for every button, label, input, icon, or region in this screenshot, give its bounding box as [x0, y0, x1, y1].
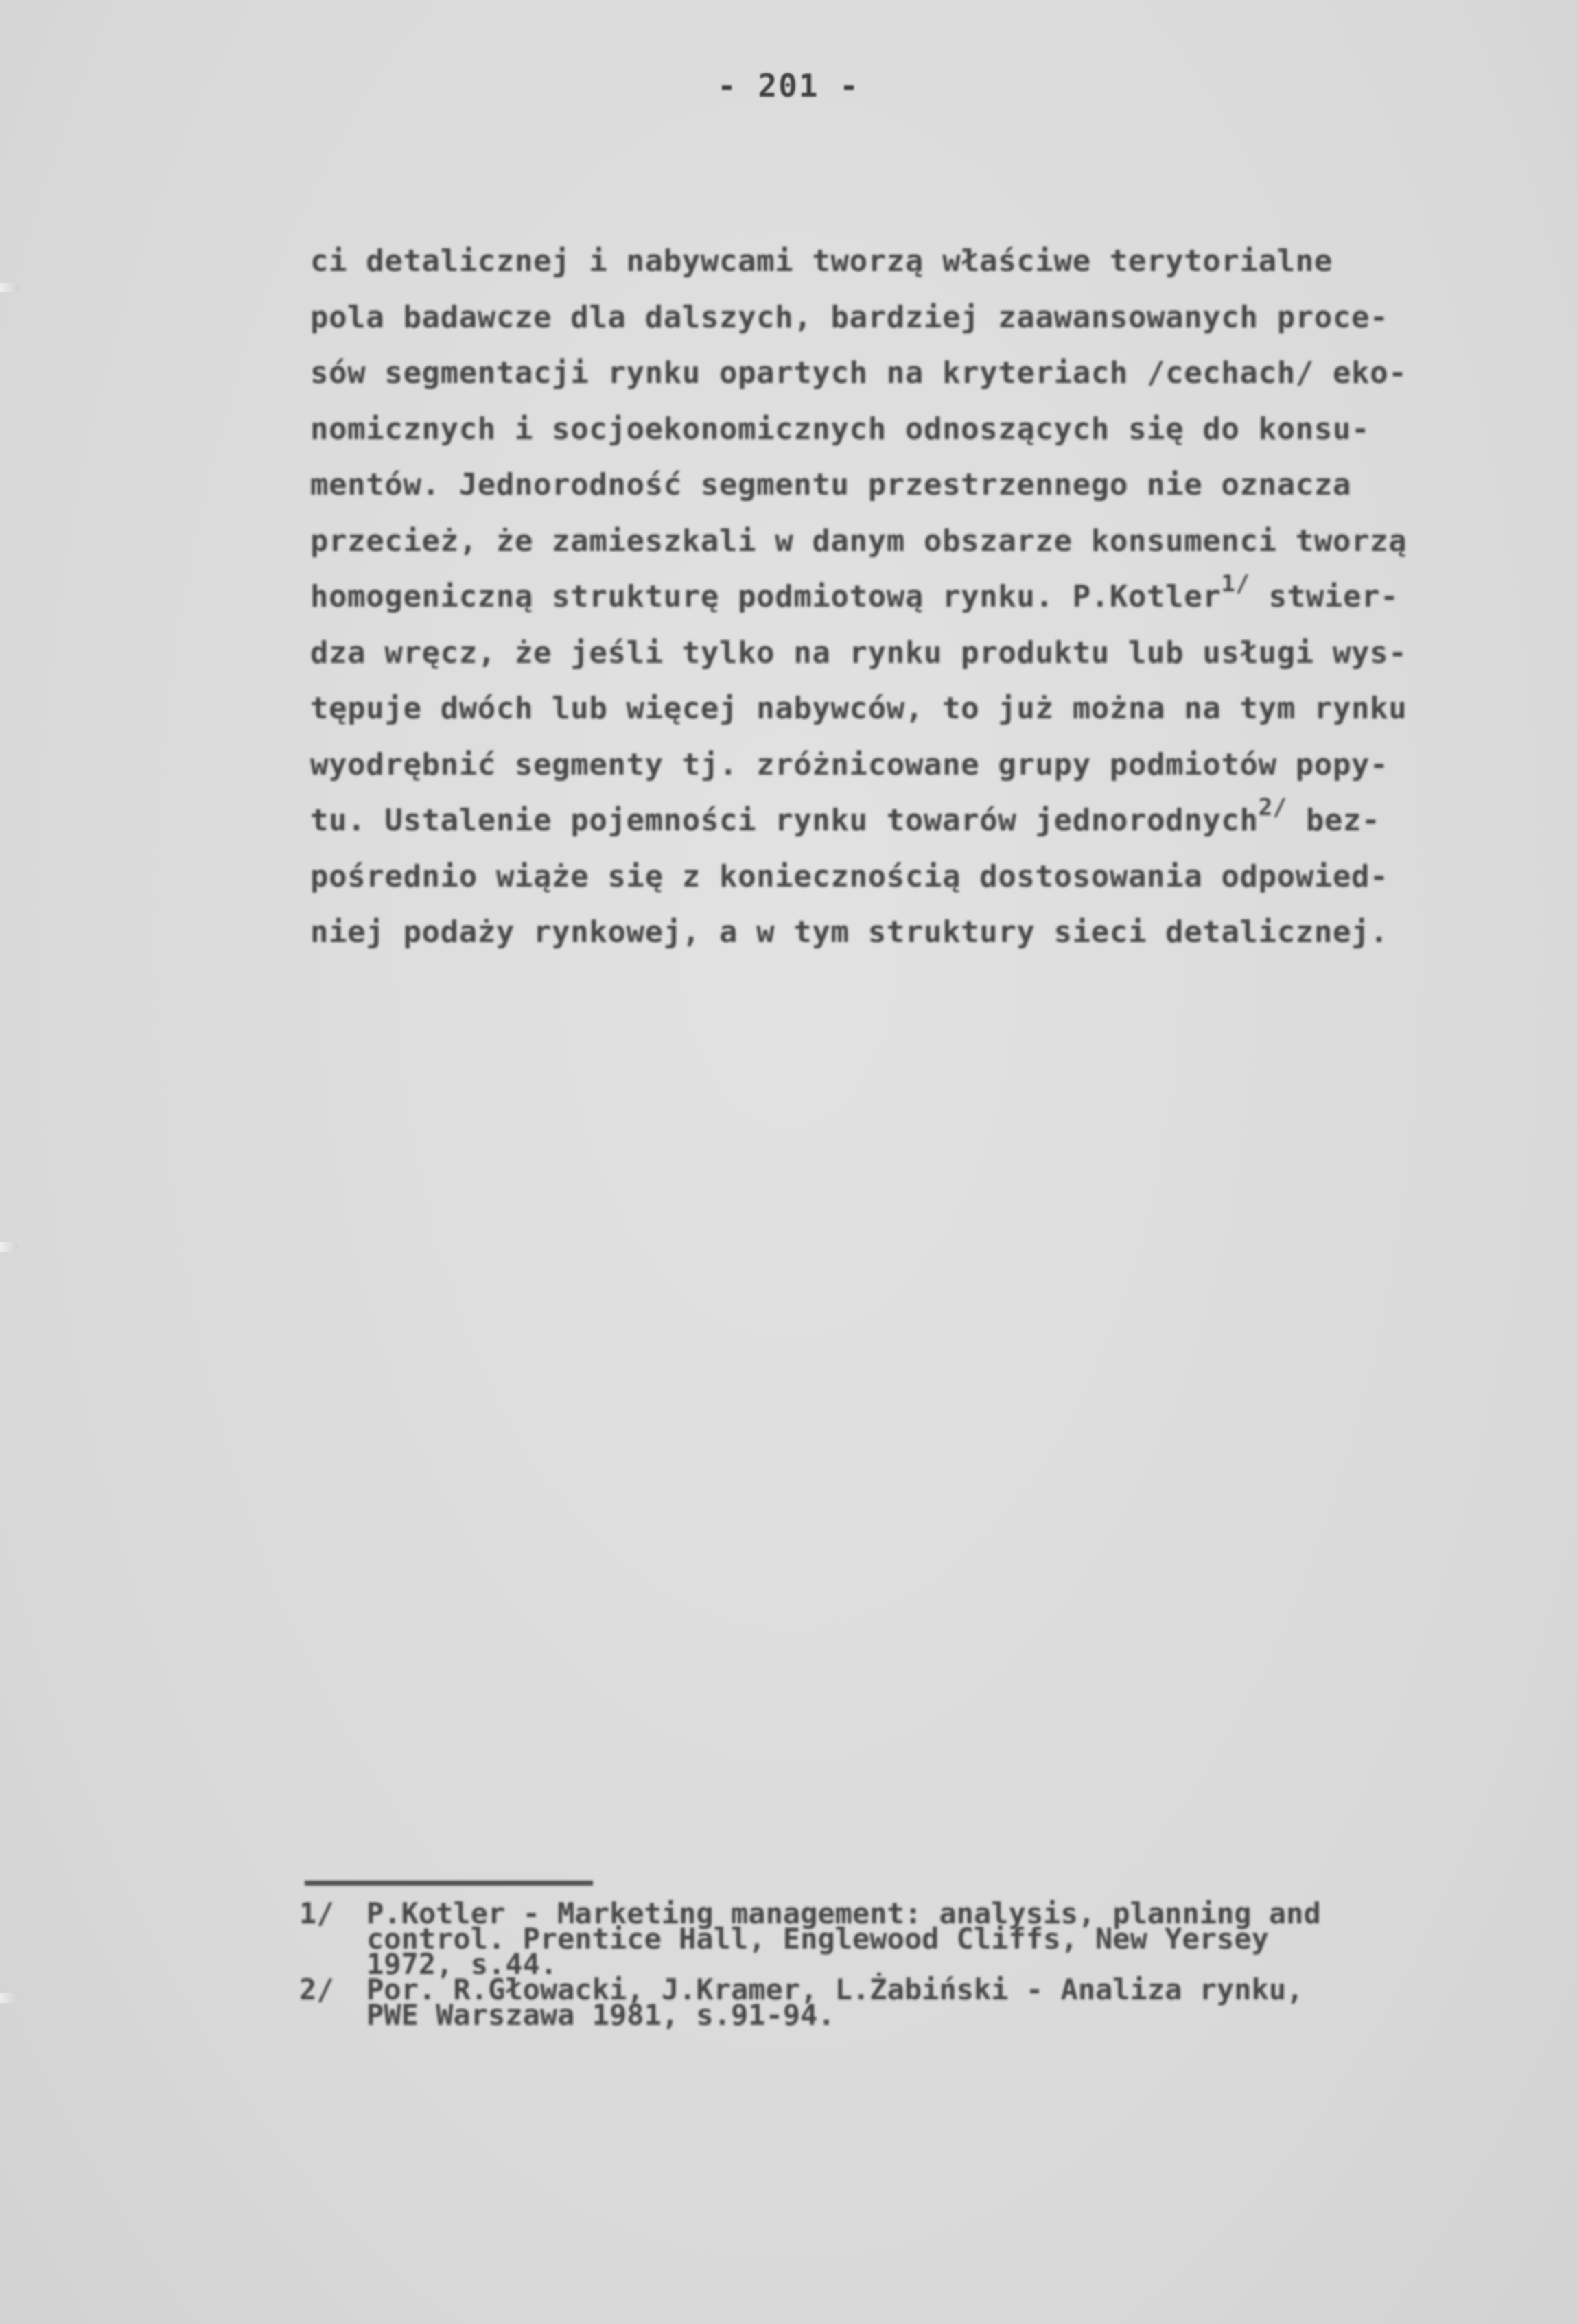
text-line: ci detalicznej i nabywcami tworzą właściwe terytorialne — [310, 244, 1333, 279]
text-line: tępuje dwóch lub więcej nabywców, to już można na tym rynku — [310, 691, 1407, 726]
footnote-text: PWE Warszawa 1981, s.91-94. — [366, 1998, 835, 2032]
text-line-with-footnote-ref — [310, 793, 1545, 849]
text-line-with-footnote-ref — [310, 569, 1545, 625]
paper-edge-mark — [0, 1993, 19, 2003]
paper-edge-mark — [0, 1242, 19, 1252]
text-segment: bez- — [1287, 803, 1381, 838]
text-line: nomicznych i socjoekonomicznych odnoszących się do konsu- — [310, 411, 1370, 447]
text-line: dza wręcz, że jeśli tylko na rynku produktu lub usługi wys- — [310, 635, 1407, 670]
text-line: niej podaży rynkowej, a w tym struktury sieci detalicznej. — [310, 915, 1389, 950]
text-segment: tu. Ustalenie pojemności rynku towarów jednorodnych — [310, 803, 1259, 838]
body-paragraph — [310, 233, 1545, 961]
text-segment: stwier- — [1250, 579, 1399, 614]
footnote-1 — [299, 1897, 1569, 1981]
text-line: pola badawcze dla dalszych, bardziej zaawansowanych proce- — [310, 299, 1389, 335]
footnotes — [299, 1897, 1569, 2032]
footnote-text: Por. R.Głowacki, J.Kramer, L.Żabiński - Analiza rynku, — [366, 1973, 1304, 2006]
footnote-text: control. Prentice Hall, Englewood Cliffs, New Yersey — [366, 1922, 1269, 1956]
footnote-ref-2: 2/ — [1258, 794, 1287, 821]
text-line: wyodrębnić segmenty tj. zróżnicowane grupy podmiotów popy- — [310, 747, 1389, 782]
paper-edge-mark — [0, 283, 19, 292]
footnote-2 — [299, 1973, 1569, 2032]
footnote-ref-1: 1/ — [1221, 570, 1250, 598]
text-line: przecież, że zamieszkali w danym obszarze konsumenci tworzą — [310, 523, 1407, 559]
footnote-marker: 1/ — [299, 1897, 334, 1930]
footnote-marker: 2/ — [299, 1973, 334, 2006]
page-number: - 201 - — [717, 67, 860, 104]
footnote-separator — [305, 1881, 593, 1886]
text-line: mentów. Jednorodność segmentu przestrzennego nie oznacza — [310, 467, 1352, 502]
text-segment: homogeniczną strukturę podmiotową rynku. P.Kotler — [310, 579, 1222, 614]
footnote-text: P.Kotler - Marketing management: analysis, planning and — [366, 1897, 1321, 1930]
text-line: sów segmentacji rynku opartych na kryteriach /cechach/ eko- — [310, 355, 1407, 390]
footnote-text: 1972, s.44. — [366, 1947, 558, 1981]
text-line: pośrednio wiąże się z koniecznością dostosowania odpowied- — [310, 858, 1389, 894]
